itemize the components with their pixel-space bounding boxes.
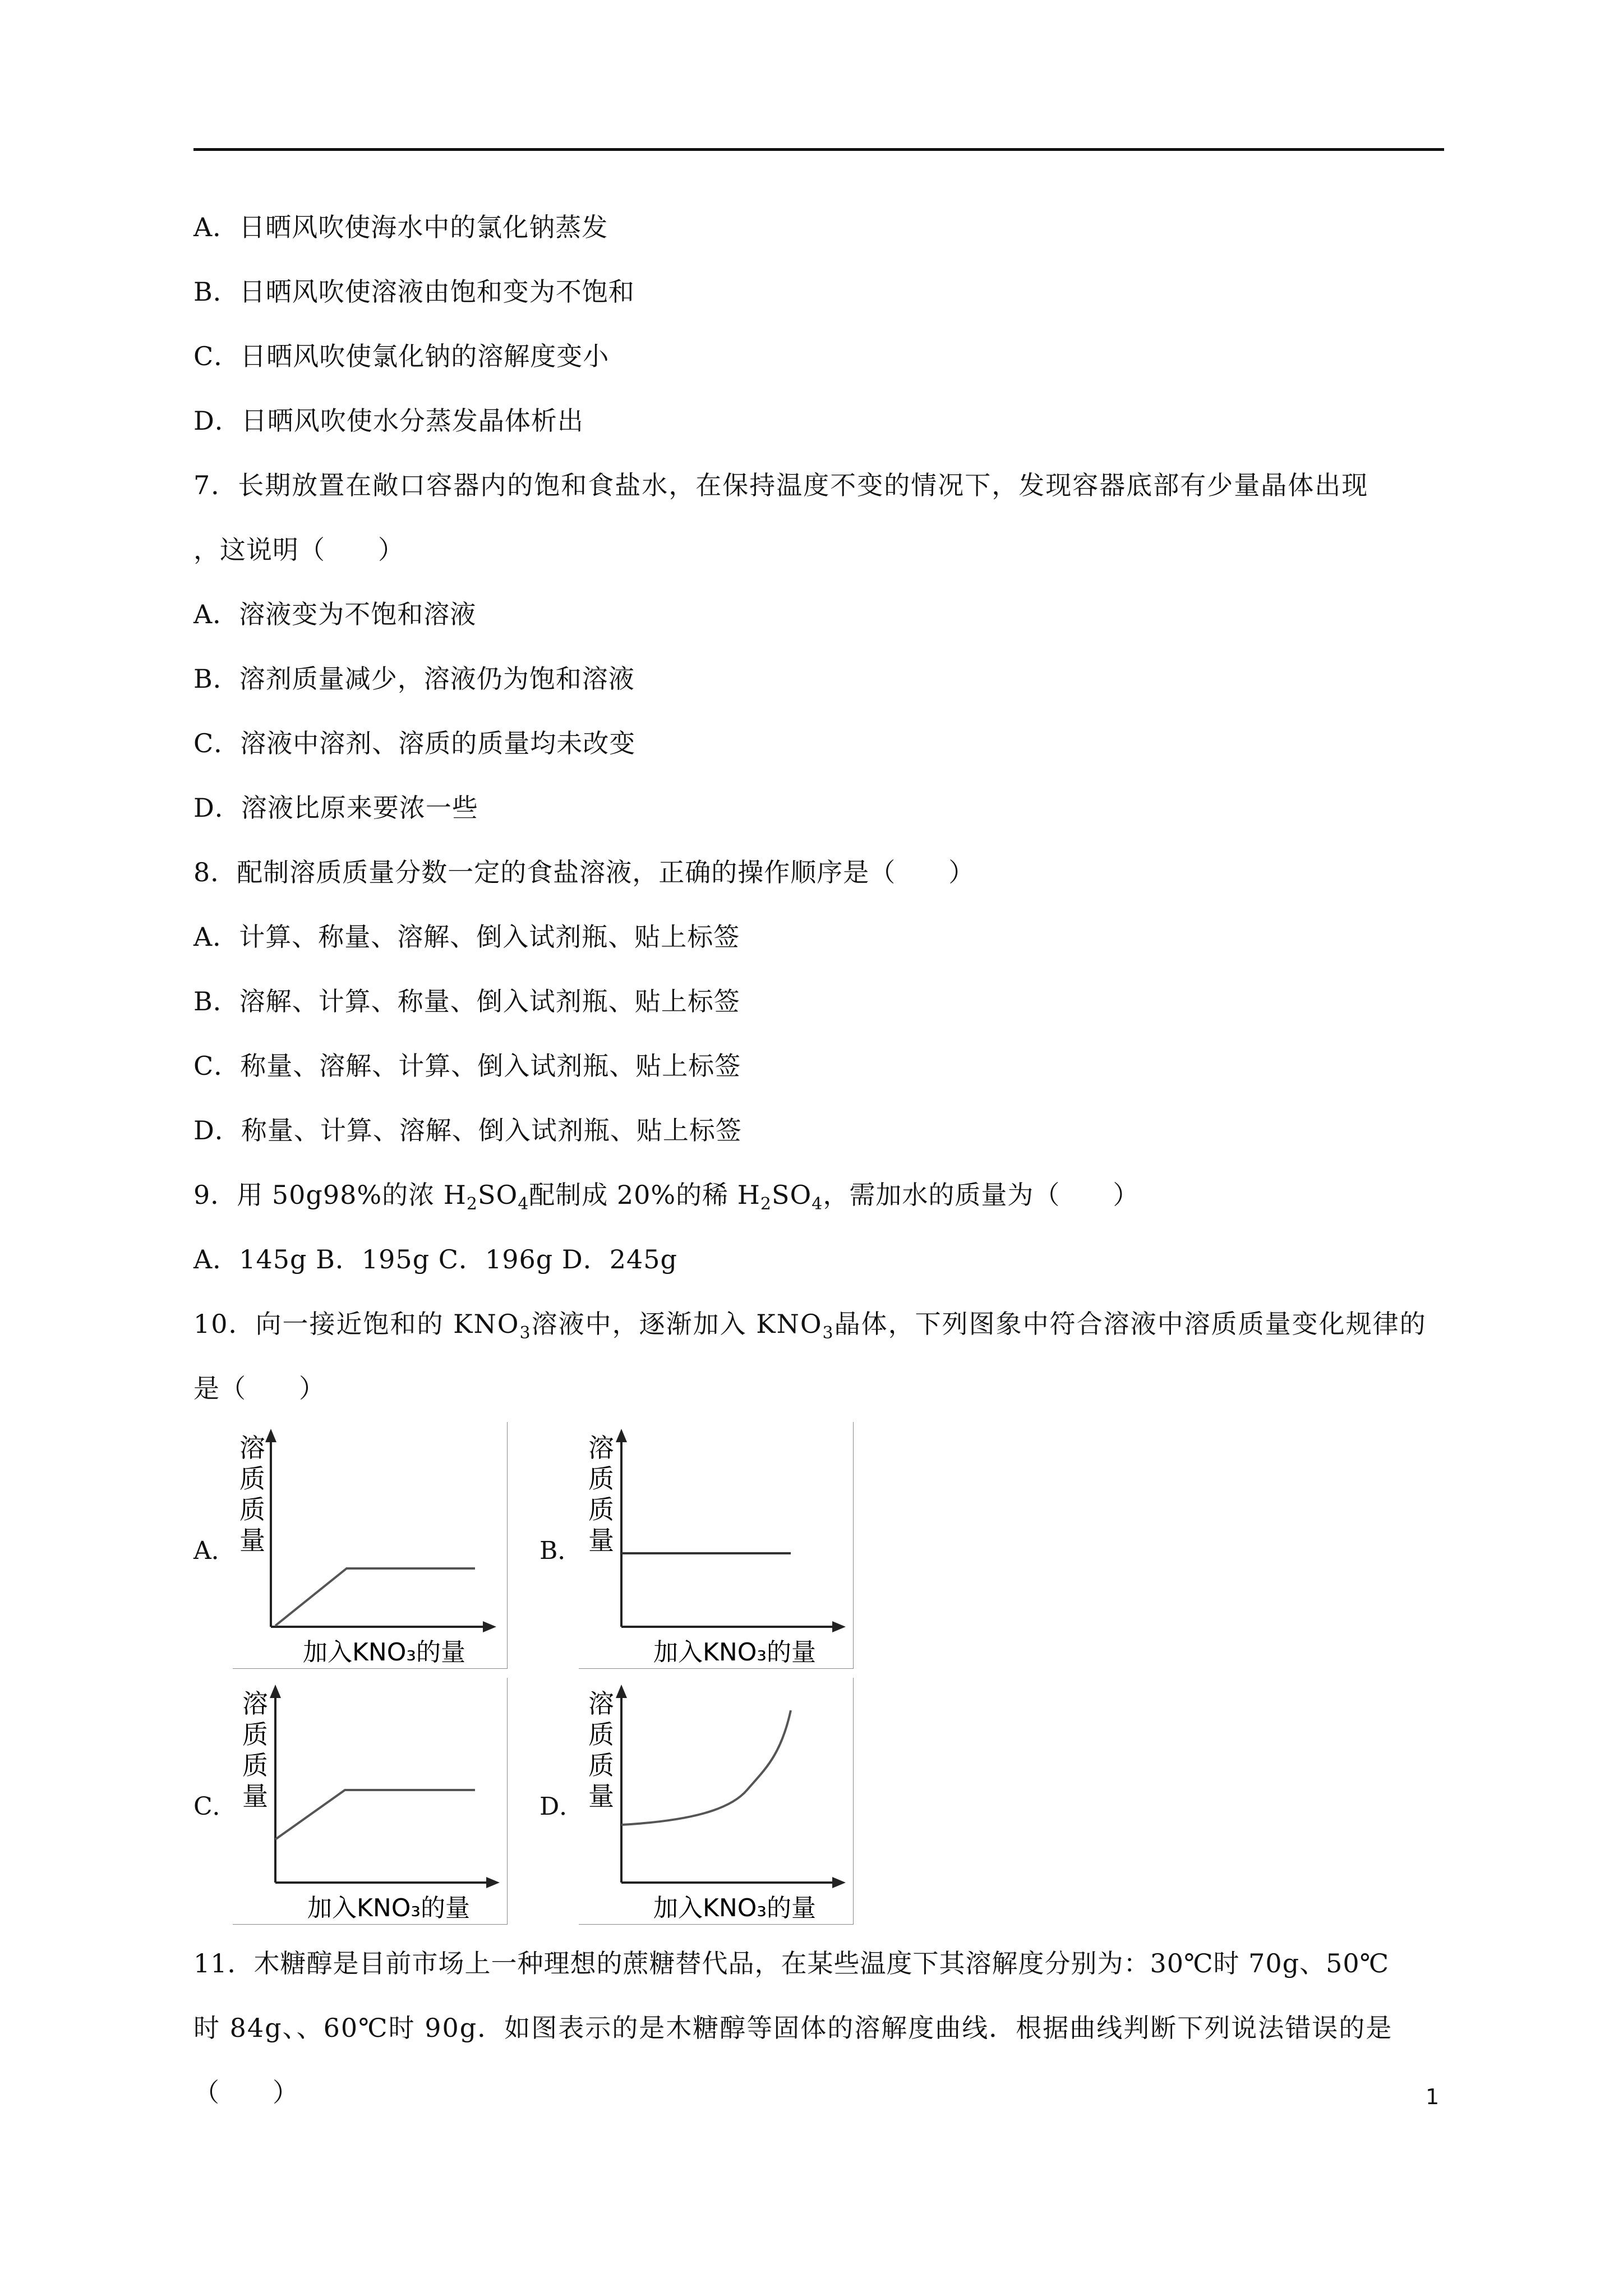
q7-stem-continued: ，这说明（ ）	[193, 535, 404, 565]
q7-option-b: B．溶剂质量减少，溶液仍为饱和溶液	[193, 664, 635, 694]
graph-b-ylabel-2: 质	[588, 1464, 614, 1494]
graph-a-y-arrow	[265, 1429, 276, 1442]
q10-stem: 10．向一接近饱和的 $KNO_3$溶液中，逐渐加入 $KNO_3$晶体，下列图象中符合溶液中溶质质量变化规律的	[193, 1309, 1427, 1343]
graph-a-letter: A．	[193, 1536, 236, 1565]
graph-b-y-arrow	[616, 1429, 627, 1442]
q11-stem: 11．木糖醇是目前市场上一种理想的蔗糖替代品，在某些温度下其溶解度分别为：30℃时 70g、50℃	[193, 1948, 1390, 1978]
graph-c-xlabel: 加入KNO₃的量	[307, 1894, 471, 1922]
graph-b-ylabel-4: 量	[588, 1525, 614, 1556]
graph-b-ylabel-3: 质	[588, 1494, 614, 1525]
graph-b-letter: B．	[540, 1536, 583, 1565]
header-rule	[193, 148, 1444, 151]
q9-options: A．145g B．195g C．196g D．245g	[193, 1244, 677, 1274]
graph-b-x-arrow	[832, 1621, 846, 1632]
graph-b-ylabel-1: 溶	[588, 1433, 614, 1463]
q7-option-d: D．溶液比原来要浓一些	[193, 793, 478, 823]
q6-option-a: A．日晒风吹使海水中的氯化钠蒸发	[193, 212, 608, 242]
page-number: 1	[1426, 2085, 1440, 2109]
graph-c-ylabel-2: 质	[242, 1719, 268, 1750]
graph-d-ylabel-4: 量	[588, 1781, 614, 1811]
graph-a-x-arrow	[483, 1621, 496, 1632]
graph-a-curve	[275, 1568, 475, 1626]
graph-d	[579, 1678, 854, 1925]
graph-d-y-arrow	[616, 1685, 627, 1698]
graph-d-xlabel: 加入KNO₃的量	[653, 1894, 817, 1922]
q7-stem: 7．长期放置在敞口容器内的饱和食盐水，在保持温度不变的情况下，发现容器底部有少量晶体出现	[193, 470, 1369, 500]
q6-option-b: B．日晒风吹使溶液由饱和变为不饱和	[193, 277, 635, 307]
graph-d-curve	[621, 1710, 791, 1825]
q11-stem-continued: 时 84g、、60℃时 90g．如图表示的是木糖醇等固体的溶解度曲线．根据曲线判断下列说法错误的是	[193, 2013, 1393, 2043]
graph-d-ylabel-2: 质	[588, 1719, 614, 1750]
q7-option-c: C．溶液中溶剂、溶质的质量均未改变	[193, 728, 636, 758]
q11-stem-end: （ ）	[193, 2077, 299, 2108]
graph-a-ylabel-4: 量	[239, 1525, 265, 1556]
graph-c-ylabel-3: 质	[242, 1750, 268, 1780]
graph-b-xlabel: 加入KNO₃的量	[653, 1638, 817, 1667]
graph-a-ylabel-3: 质	[239, 1494, 265, 1525]
q10-stem-continued: 是（ ）	[193, 1373, 325, 1404]
graph-a-ylabel-1: 溶	[239, 1433, 265, 1463]
graph-c-ylabel-1: 溶	[242, 1688, 268, 1719]
graph-c-ylabel-4: 量	[242, 1781, 268, 1811]
graph-d-ylabel-1: 溶	[588, 1688, 614, 1719]
q8-option-d: D．称量、计算、溶解、倒入试剂瓶、贴上标签	[193, 1115, 742, 1145]
graph-d-x-arrow	[832, 1877, 846, 1888]
graph-c-letter: C．	[193, 1792, 237, 1821]
q8-stem: 8．配制溶质质量分数一定的食盐溶液，正确的操作顺序是（ ）	[193, 857, 975, 887]
q7-option-a: A．溶液变为不饱和溶液	[193, 599, 477, 629]
graph-c	[233, 1678, 508, 1925]
graph-d-letter: D．	[540, 1792, 584, 1821]
graph-c-x-arrow	[486, 1877, 500, 1888]
graph-a-ylabel-2: 质	[239, 1464, 265, 1494]
graph-a-xlabel: 加入KNO₃的量	[302, 1638, 466, 1667]
q6-option-d: D．日晒风吹使水分蒸发晶体析出	[193, 406, 584, 436]
graph-c-curve	[275, 1790, 475, 1839]
q8-option-b: B．溶解、计算、称量、倒入试剂瓶、贴上标签	[193, 986, 740, 1016]
graph-a	[233, 1422, 508, 1669]
graph-d-ylabel-3: 质	[588, 1750, 614, 1780]
q8-option-c: C．称量、溶解、计算、倒入试剂瓶、贴上标签	[193, 1051, 741, 1081]
q8-option-a: A．计算、称量、溶解、倒入试剂瓶、贴上标签	[193, 922, 740, 952]
graph-b	[579, 1422, 854, 1669]
graph-c-y-arrow	[270, 1685, 281, 1698]
q9-stem: 9．用 50g98%的浓 $H_2SO_4$配制成 20%的稀 $H_2SO_4$，需加水的质量为（ ）	[193, 1180, 1140, 1214]
q6-option-c: C．日晒风吹使氯化钠的溶解度变小	[193, 341, 610, 371]
